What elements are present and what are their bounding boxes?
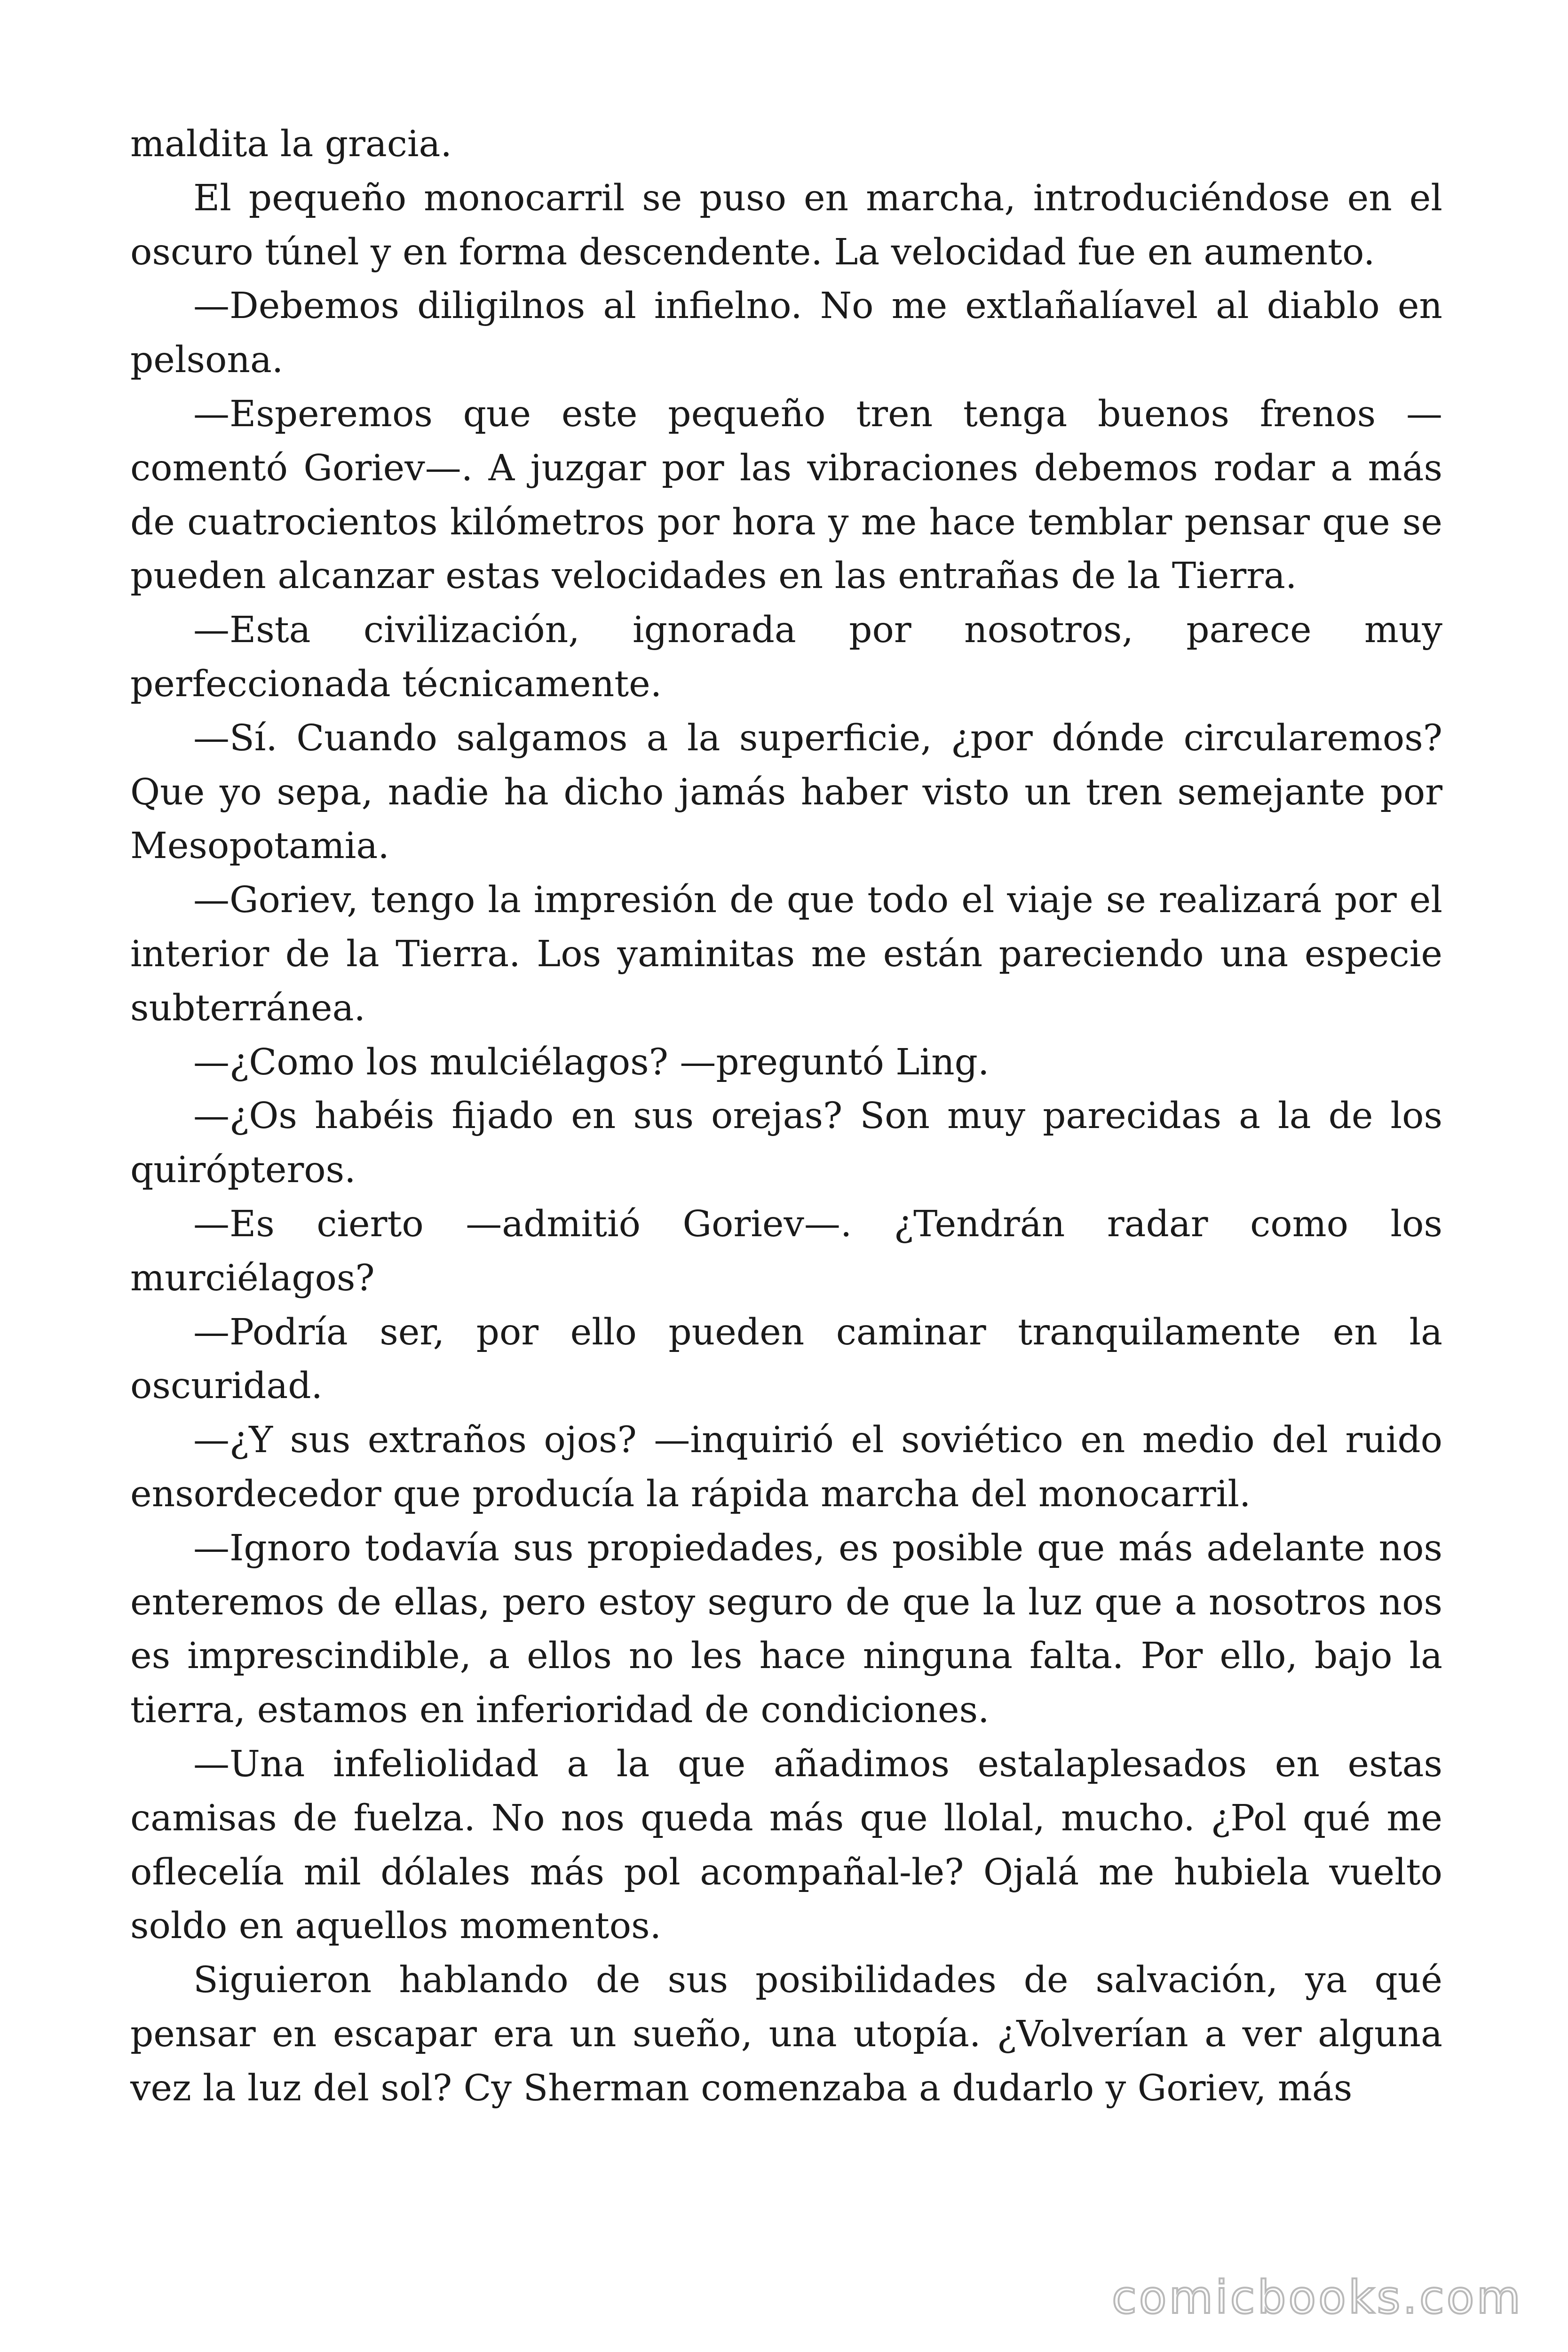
paragraph: —Esta civilización, ignorada por nosotros, parece muy perfeccionada técnicamente. bbox=[130, 609, 1442, 705]
paragraph: El pequeño monocarril se puso en marcha, introduciéndose en el oscuro túnel y en forma descendente. La velocidad fue en aumento. bbox=[130, 177, 1442, 273]
paragraph: —Debemos diligilnos al infielno. No me extlañalíavel al diablo en pelsona. bbox=[130, 285, 1442, 381]
book-page-text bbox=[130, 118, 1442, 2115]
paragraph: —Una infeliolidad a la que añadimos estalaplesados en estas camisas de fuelza. No nos queda más que llolal, mucho. ¿Pol qué me oflecelía mil dólales más pol acompañal-le? Ojalá me hubiela vuelto soldo en aquellos momentos. bbox=[130, 1743, 1442, 1947]
paragraph: —¿Os habéis fijado en sus orejas? Son muy parecidas a la de los quirópteros. bbox=[130, 1095, 1442, 1192]
watermark: comicbooks.com bbox=[1111, 2271, 1523, 2324]
paragraph-continuation: maldita la gracia. bbox=[130, 123, 452, 165]
paragraph: —Esperemos que este pequeño tren tenga buenos frenos —comentó Goriev—. A juzgar por las vibraciones debemos rodar a más de cuatrocientos kilómetros por hora y me hace temblar pensar que se pueden alcanzar estas velocidades en las entrañas de la Tierra. bbox=[130, 393, 1442, 597]
paragraph: —Goriev, tengo la impresión de que todo el viaje se realizará por el interior de la Tierra. Los yaminitas me están pareciendo una especie subterránea. bbox=[130, 879, 1442, 1029]
paragraph: Siguieron hablando de sus posibilidades de salvación, ya qué pensar en escapar era un sueño, una utopía. ¿Volverían a ver alguna vez la luz del sol? Cy Sherman comenzaba a dudarlo y Goriev, más bbox=[130, 1959, 1442, 2109]
paragraph: —Sí. Cuando salgamos a la superficie, ¿por dónde circularemos? Que yo sepa, nadie ha dicho jamás haber visto un tren semejante por Mesopotamia. bbox=[130, 717, 1442, 867]
paragraph: —Podría ser, por ello pueden caminar tranquilamente en la oscuridad. bbox=[130, 1311, 1442, 1407]
paragraph: —¿Como los mulciélagos? —preguntó Ling. bbox=[193, 1041, 990, 1083]
paragraph: —Es cierto —admitió Goriev—. ¿Tendrán radar como los murciélagos? bbox=[130, 1203, 1442, 1299]
paragraph: —¿Y sus extraños ojos? —inquirió el soviético en medio del ruido ensordecedor que producía la rápida marcha del monocarril. bbox=[130, 1419, 1442, 1515]
paragraph: —Ignoro todavía sus propiedades, es posible que más adelante nos enteremos de ellas, pero estoy seguro de que la luz que a nosotros nos es imprescindible, a ellos no les hace ninguna falta. Por ello, bajo la tierra, estamos en inferioridad de condiciones. bbox=[130, 1527, 1442, 1732]
